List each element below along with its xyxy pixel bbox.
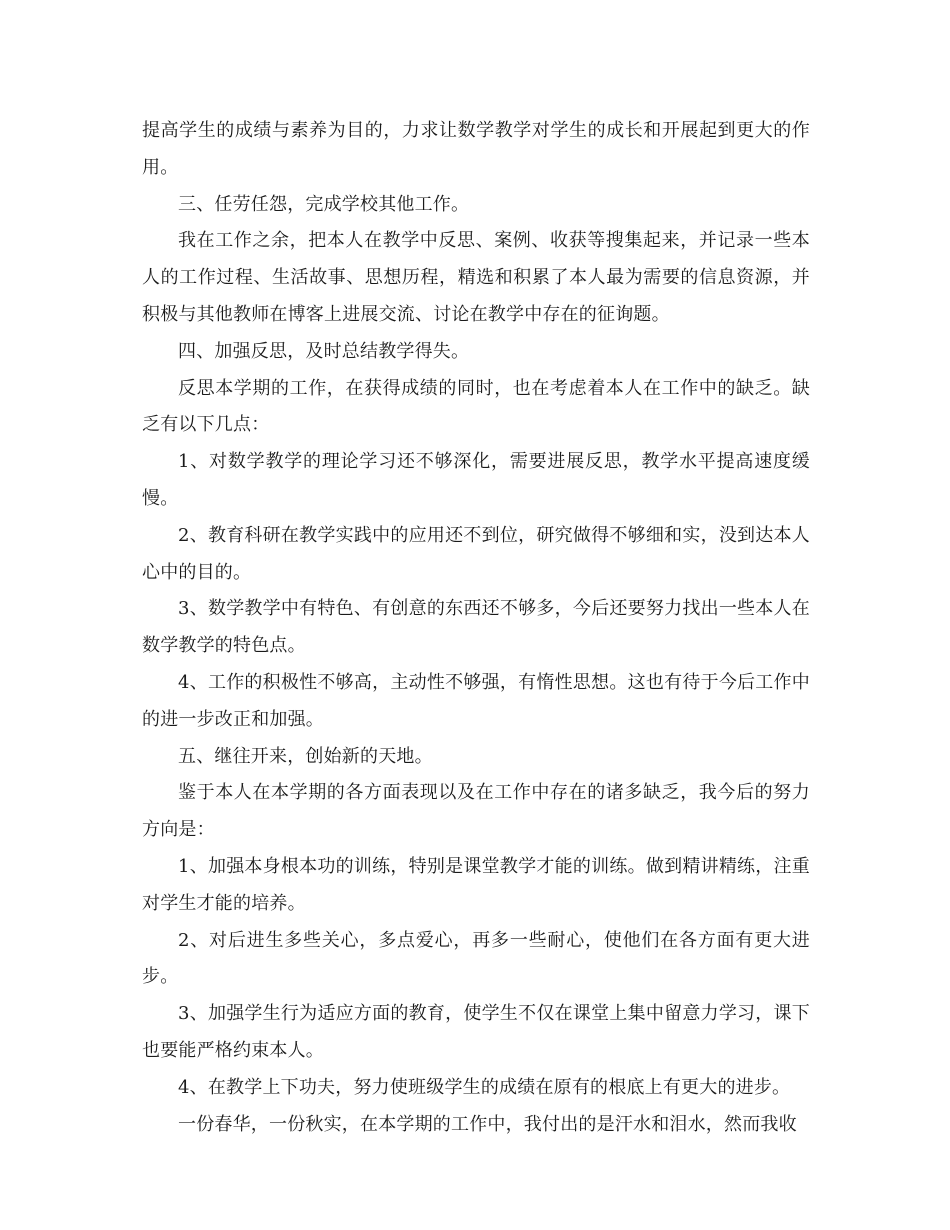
- section-heading-4: 四、加强反思，及时总结教学得失。: [178, 340, 470, 362]
- list-item: 2、对后进生多些关心，多点爱心，再多一些耐心，使他们在各方面有更大进步。: [142, 929, 810, 988]
- document-body: [142, 113, 810, 1143]
- section-heading-5: 五、继往开来，创始新的天地。: [178, 745, 433, 767]
- paragraph: 一份春华，一份秋实，在本学期的工作中，我付出的是汗水和泪水，然而我收: [178, 1113, 797, 1135]
- paragraph: 鉴于本人在本学期的各方面表现以及在工作中存在的诸多缺乏，我今后的努力方向是：: [142, 782, 810, 841]
- list-item: 3、数学教学中有特色、有创意的东西还不够多，今后还要努力找出一些本人在数学教学的特色点。: [142, 598, 810, 657]
- paragraph: 提高学生的成绩与素养为目的，力求让数学教学对学生的成长和开展起到更大的作用。: [142, 120, 810, 178]
- list-item: 1、加强本身根本功的训练，特别是课堂教学才能的训练。做到精讲精练，注重对学生才能的培养。: [142, 855, 810, 914]
- list-item: 3、加强学生行为适应方面的教育，使学生不仅在课堂上集中留意力学习，课下也要能严格约束本人。: [142, 1003, 810, 1061]
- list-item: 4、在教学上下功夫，努力使班级学生的成绩在原有的根底上有更大的进步。: [178, 1076, 791, 1098]
- paragraph: 反思本学期的工作，在获得成绩的同时，也在考虑着本人在工作中的缺乏。缺乏有以下几点：: [142, 377, 810, 436]
- list-item: 4、工作的积极性不够高，主动性不够强，有惰性思想。这也有待于今后工作中的进一步改正和加强。: [142, 671, 810, 730]
- section-heading-3: 三、任劳任怨，完成学校其他工作。: [178, 193, 470, 215]
- paragraph: 我在工作之余，把本人在教学中反思、案例、收获等搜集起来，并记录一些本人的工作过程、生活故事、思想历程，精选和积累了本人最为需要的信息资源，并积极与其他教师在博客上进展交流、讨论在教学中存在的征询题。: [142, 230, 810, 325]
- list-item: 1、对数学教学的理论学习还不够深化，需要进展反思，教学水平提高速度缓慢。: [142, 451, 810, 509]
- list-item: 2、教育科研在教学实践中的应用还不到位，研究做得不够细和实，没到达本人心中的目的。: [142, 524, 810, 583]
